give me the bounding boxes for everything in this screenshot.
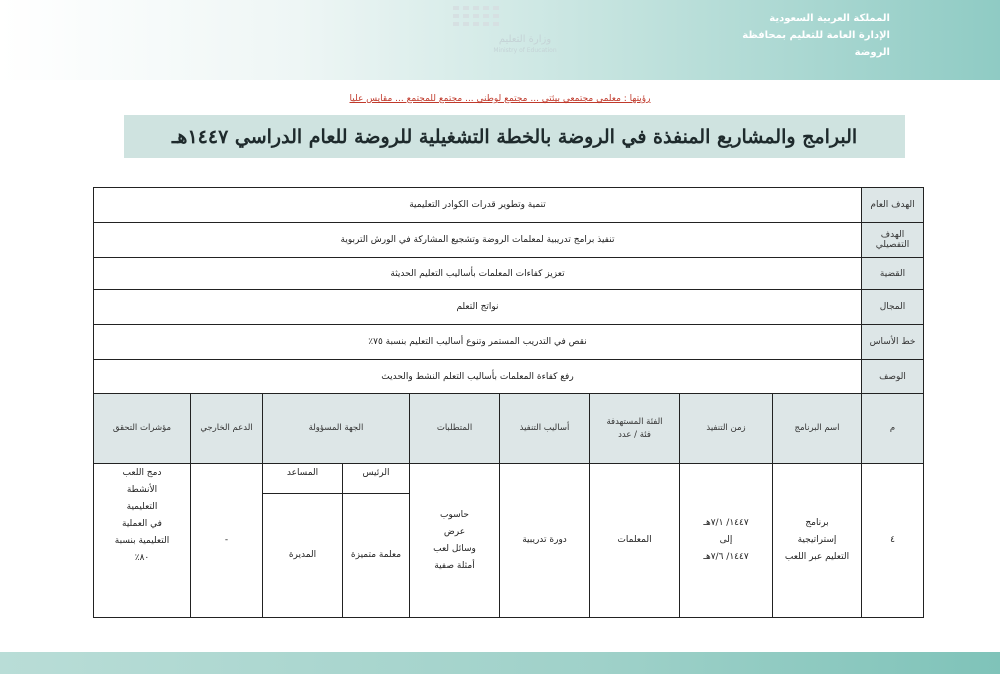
program-name-line: برنامج xyxy=(805,518,829,528)
info-value: نواتج التعلم xyxy=(94,290,862,325)
info-row xyxy=(94,223,924,258)
indicator-line: ٨٠٪ xyxy=(134,553,150,563)
header-band xyxy=(0,0,1000,80)
cell-responsible-assistant-label: المساعد xyxy=(263,464,343,494)
cell-target-group: المعلمات xyxy=(590,464,680,618)
header-line-directorate: الإدارة العامة للتعليم بمحافظة xyxy=(742,30,890,41)
exec-time-start: ١٤٤٧/ ٧/١هـ xyxy=(703,518,749,528)
col-header-indicators: مؤشرات التحقق xyxy=(94,394,191,464)
program-row xyxy=(94,464,924,494)
cell-external-support: - xyxy=(191,464,263,618)
ministry-name-en: Ministry of Education xyxy=(493,47,557,54)
info-label: المجال xyxy=(862,290,924,325)
info-label: القضية xyxy=(862,258,924,290)
info-row xyxy=(94,258,924,290)
col-header-exec-time: زمن التنفيذ xyxy=(680,394,773,464)
info-value: تنفيذ برامج تدريبية لمعلمات الروضة وتشجيع المشاركة في الورش التربوية xyxy=(94,223,862,258)
cell-indicators xyxy=(94,464,191,618)
col-header-external-support: الدعم الخارجي xyxy=(191,394,263,464)
col-header-target-group xyxy=(590,394,680,464)
indicator-line: دمج اللعب xyxy=(122,468,162,478)
requirement-item: عرض xyxy=(443,526,466,537)
header-line-school: الروضة xyxy=(854,47,890,58)
target-group-title: الفئة المستهدفة xyxy=(606,416,663,427)
col-header-num: م xyxy=(862,394,924,464)
info-row xyxy=(94,360,924,394)
ministry-logo-mark-icon xyxy=(445,4,605,32)
info-label: الهدف التفصيلي xyxy=(862,223,924,258)
col-header-program-name: اسم البرنامج xyxy=(773,394,862,464)
info-value: نقص في التدريب المستمر وتنوع أساليب التعليم بنسبة ٧٥٪ xyxy=(94,325,862,360)
col-header-responsible: الجهة المسؤولة xyxy=(263,394,410,464)
ministry-logo xyxy=(445,4,605,54)
col-header-requirements: المتطلبات xyxy=(410,394,500,464)
cell-exec-time xyxy=(680,464,773,618)
indicator-line: التعليمية xyxy=(126,502,158,512)
header-org-lines xyxy=(650,10,890,61)
info-value: رفع كفاءة المعلمات بأساليب التعلم النشط والحديث xyxy=(94,360,862,394)
cell-exec-methods: دورة تدريبية xyxy=(500,464,590,618)
footer-band xyxy=(0,652,1000,674)
requirement-item: وسائل لعب xyxy=(433,543,476,554)
plan-table xyxy=(93,187,924,618)
ministry-name: وزارة التعليم xyxy=(498,34,552,45)
cell-responsible-head-label: الرئيس xyxy=(343,464,410,494)
column-header-row xyxy=(94,394,924,464)
col-header-exec-methods: أساليب التنفيذ xyxy=(500,394,590,464)
info-row xyxy=(94,325,924,360)
requirement-item: أمثلة صفية xyxy=(434,560,475,571)
exec-time-end: ١٤٤٧/ ٧/٦هـ xyxy=(703,552,749,562)
indicator-line: التعليمية بنسبة xyxy=(114,536,170,546)
info-row xyxy=(94,188,924,223)
cell-program-name xyxy=(773,464,862,618)
header-line-country: المملكة العربية السعودية xyxy=(769,13,890,24)
cell-responsible-assistant-value: المديرة xyxy=(263,494,343,618)
requirement-item: حاسوب xyxy=(440,509,469,520)
info-row xyxy=(94,290,924,325)
cell-requirements xyxy=(410,464,500,618)
indicator-line: الأنشطة xyxy=(126,485,158,495)
info-label: الهدف العام xyxy=(862,188,924,223)
info-label: خط الأساس xyxy=(862,325,924,360)
page-title-box xyxy=(124,115,905,158)
target-group-sub: فئة / عدد xyxy=(618,429,651,440)
info-value: تنمية وتطوير قدرات الكوادر التعليمية xyxy=(94,188,862,223)
indicator-line: في العملية xyxy=(122,519,162,529)
vision-line xyxy=(0,86,1000,105)
program-name-line: إستراتيجية xyxy=(797,535,837,545)
cell-responsible-head-value: معلمة متميزة xyxy=(343,494,410,618)
vision-text: رؤيتها : معلمي مجتمعي بيئتي ... مجتمع لوطني ... مجتمع للمجتمع ... مقايس عليا xyxy=(349,94,651,104)
info-label: الوصف xyxy=(862,360,924,394)
program-name-line: التعليم عبر اللعب xyxy=(784,552,850,562)
exec-time-to: إلى xyxy=(719,535,733,545)
page-title: البرامج والمشاريع المنفذة في الروضة بالخطة التشغيلية للروضة للعام الدراسي ١٤٤٧هـ xyxy=(171,125,858,148)
cell-num: ٤ xyxy=(862,464,924,618)
info-value: تعزيز كفاءات المعلمات بأساليب التعليم الحديثة xyxy=(94,258,862,290)
